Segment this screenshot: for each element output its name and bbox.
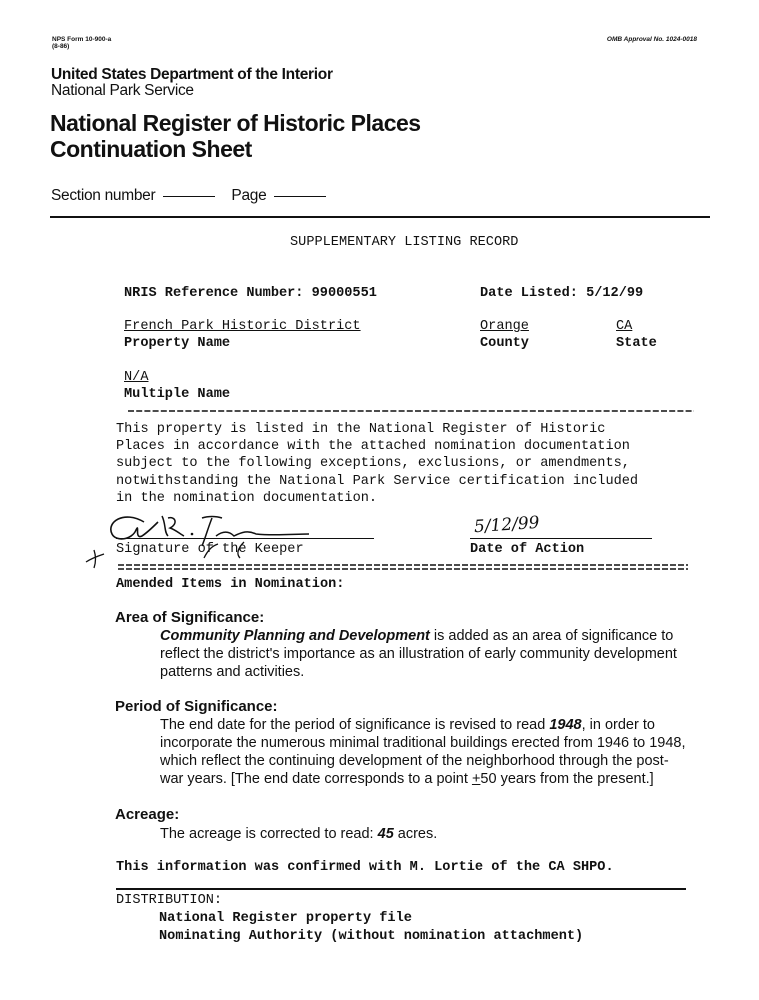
period-end-year: 1948 [549, 717, 582, 733]
county-value: Orange [480, 319, 529, 334]
page-label: Page [231, 187, 267, 204]
distribution-item: Nominating Authority (without nomination attachment) [159, 929, 584, 944]
period-text [160, 716, 686, 788]
signature-label: Signature of the Keeper [116, 542, 304, 557]
form-revision: (8-86) [52, 43, 70, 50]
page-blank [274, 195, 326, 197]
section-number-blank [163, 195, 215, 197]
section-number-field [51, 187, 326, 205]
area-text [160, 627, 677, 681]
acreage-value: 45 [377, 826, 394, 842]
nris-label: NRIS Reference Number: [124, 286, 304, 301]
department-name: United States Department of the Interior [51, 66, 333, 83]
handwritten-date: 5/12/99 [473, 512, 541, 538]
signature-line [116, 538, 374, 539]
area-line3: patterns and activities. [160, 664, 305, 680]
distribution-heading: DISTRIBUTION: [116, 893, 223, 908]
multiple-name-label: Multiple Name [124, 387, 231, 402]
area-emphasis: Community Planning and Development [160, 628, 430, 644]
period-heading: Period of Significance: [115, 698, 278, 715]
nris-reference [124, 286, 377, 301]
acreage-heading: Acreage: [115, 806, 180, 823]
plus-minus-sign: + [471, 771, 481, 787]
statement-line: Places in accordance with the attached nomination documentation [116, 439, 630, 455]
confirmation-statement: This information was confirmed with M. Lortie of the CA SHPO. [116, 860, 614, 875]
date-listed [480, 286, 643, 301]
listing-statement [116, 421, 638, 507]
acreage-text [160, 825, 437, 843]
amended-heading: Amended Items in Nomination: [116, 577, 345, 592]
period-line4-pre: war years. [The end date corresponds to a point [160, 771, 472, 787]
acreage-pre: The acreage is corrected to read: [160, 826, 378, 842]
period-line1-pre: The end date for the period of significance is revised to read [160, 717, 550, 733]
statement-line: in the nomination documentation. [116, 490, 378, 506]
date-listed-label: Date Listed: [480, 286, 578, 301]
property-name: French Park Historic District [124, 319, 361, 334]
omb-approval: OMB Approval No. 1024-0018 [606, 36, 697, 43]
period-line3: which reflect the continuing development of the neighborhood through the post- [160, 753, 669, 769]
county-label: County [480, 336, 529, 351]
state-label: State [616, 336, 657, 351]
nris-value: 99000551 [311, 286, 377, 301]
statement-line: notwithstanding the National Park Service certification included [116, 473, 639, 489]
state-value: CA [616, 319, 633, 334]
period-line2: incorporate the numerous minimal traditional buildings erected from 1946 to 1948, [160, 735, 686, 751]
form-number: NPS Form 10-900-a [52, 36, 112, 43]
section-number-label: Section number [51, 187, 156, 204]
statement-line: subject to the following exceptions, exclusions, or amendments, [116, 456, 630, 472]
header-rule [50, 216, 710, 218]
acreage-post: acres. [393, 826, 438, 842]
statement-line: This property is listed in the National Register of Historic [116, 422, 606, 437]
record-heading: SUPPLEMENTARY LISTING RECORD [290, 235, 519, 250]
area-heading: Area of Significance: [115, 609, 265, 626]
property-name-label: Property Name [124, 336, 231, 351]
page-subtitle: Continuation Sheet [50, 136, 252, 162]
date-listed-value: 5/12/99 [586, 286, 644, 301]
double-dashed-separator [118, 563, 688, 571]
period-line4-post: 50 years from the present.] [480, 771, 654, 787]
date-of-action-line [470, 538, 652, 539]
dashed-separator [128, 409, 694, 413]
service-name: National Park Service [51, 82, 194, 99]
area-line1: is added as an area of significance to [429, 628, 674, 644]
multiple-name-value: N/A [124, 370, 149, 385]
page-title: National Register of Historic Places [50, 110, 421, 136]
area-line2: reflect the district's importance as an illustration of early community development [160, 646, 677, 662]
date-of-action-label: Date of Action [470, 542, 585, 557]
distribution-item: National Register property file [159, 911, 412, 926]
distribution-rule [116, 888, 686, 890]
period-line1-post: , in order to [581, 717, 655, 733]
